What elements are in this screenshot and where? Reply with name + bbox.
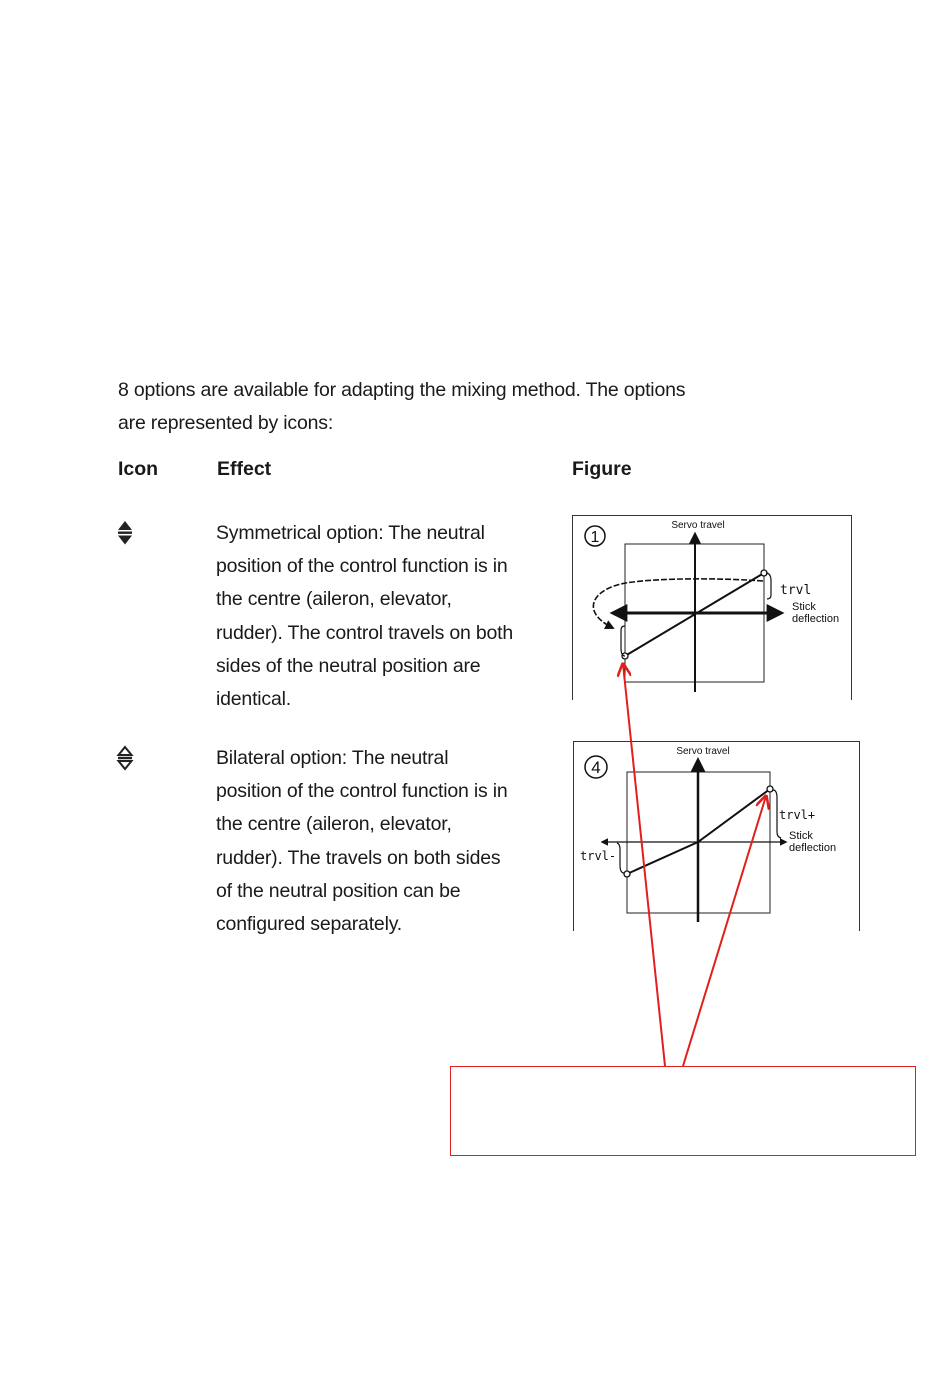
effect-line: Symmetrical option: The neutral — [216, 522, 485, 544]
effect-line: sides of the neutral position are — [216, 654, 481, 677]
figure-number: 4 — [591, 758, 601, 777]
effect-line: position of the control function is in — [216, 555, 508, 578]
intro-line-2: are represented by icons: — [118, 412, 334, 434]
figure-number-badge — [585, 526, 605, 546]
mirror-arrow — [593, 579, 763, 628]
stick-label-2: deflection — [789, 842, 837, 854]
effect-line: position of the control function is in — [216, 780, 508, 803]
header-figure: Figure — [572, 458, 632, 480]
stick-label-2: deflection — [792, 613, 840, 625]
effect-text-symmetrical — [216, 517, 556, 716]
header-icon: Icon — [118, 458, 159, 480]
travel-label-negative: trvl- — [580, 849, 617, 863]
stick-label-1: Stick — [789, 830, 813, 842]
annotation-box — [450, 1066, 916, 1156]
effect-line: the centre (aileron, elevator, — [216, 588, 452, 611]
effect-text-bilateral — [216, 742, 556, 941]
intro-line-1: 8 options are available for adapting the mixing method. The options — [118, 379, 686, 401]
travel-label-positive: trvl+ — [779, 808, 816, 822]
figure-number: 1 — [590, 529, 600, 546]
effect-line: Bilateral option: The neutral — [216, 747, 449, 769]
figure-symmetrical — [572, 515, 852, 700]
servo-travel-label: Servo travel — [671, 520, 725, 531]
servo-travel-label: Servo travel — [676, 746, 730, 757]
figure-number-badge — [585, 756, 607, 778]
figure-bilateral — [573, 741, 860, 931]
effect-line: rudder). The travels on both sides — [216, 846, 501, 869]
travel-label: trvl — [780, 583, 812, 598]
effect-line: the centre (aileron, elevator, — [216, 813, 452, 836]
intro-paragraph — [118, 374, 758, 440]
effect-line: identical. — [216, 688, 291, 711]
double-triangle-icon — [116, 520, 134, 546]
header-effect: Effect — [217, 458, 272, 480]
effect-line: configured separately. — [216, 913, 403, 936]
effect-line: of the neutral position can be — [216, 879, 461, 902]
effect-line: rudder). The control travels on both — [216, 621, 514, 644]
stick-label-1: Stick — [792, 601, 816, 613]
double-triangle-outline-icon — [116, 745, 134, 771]
